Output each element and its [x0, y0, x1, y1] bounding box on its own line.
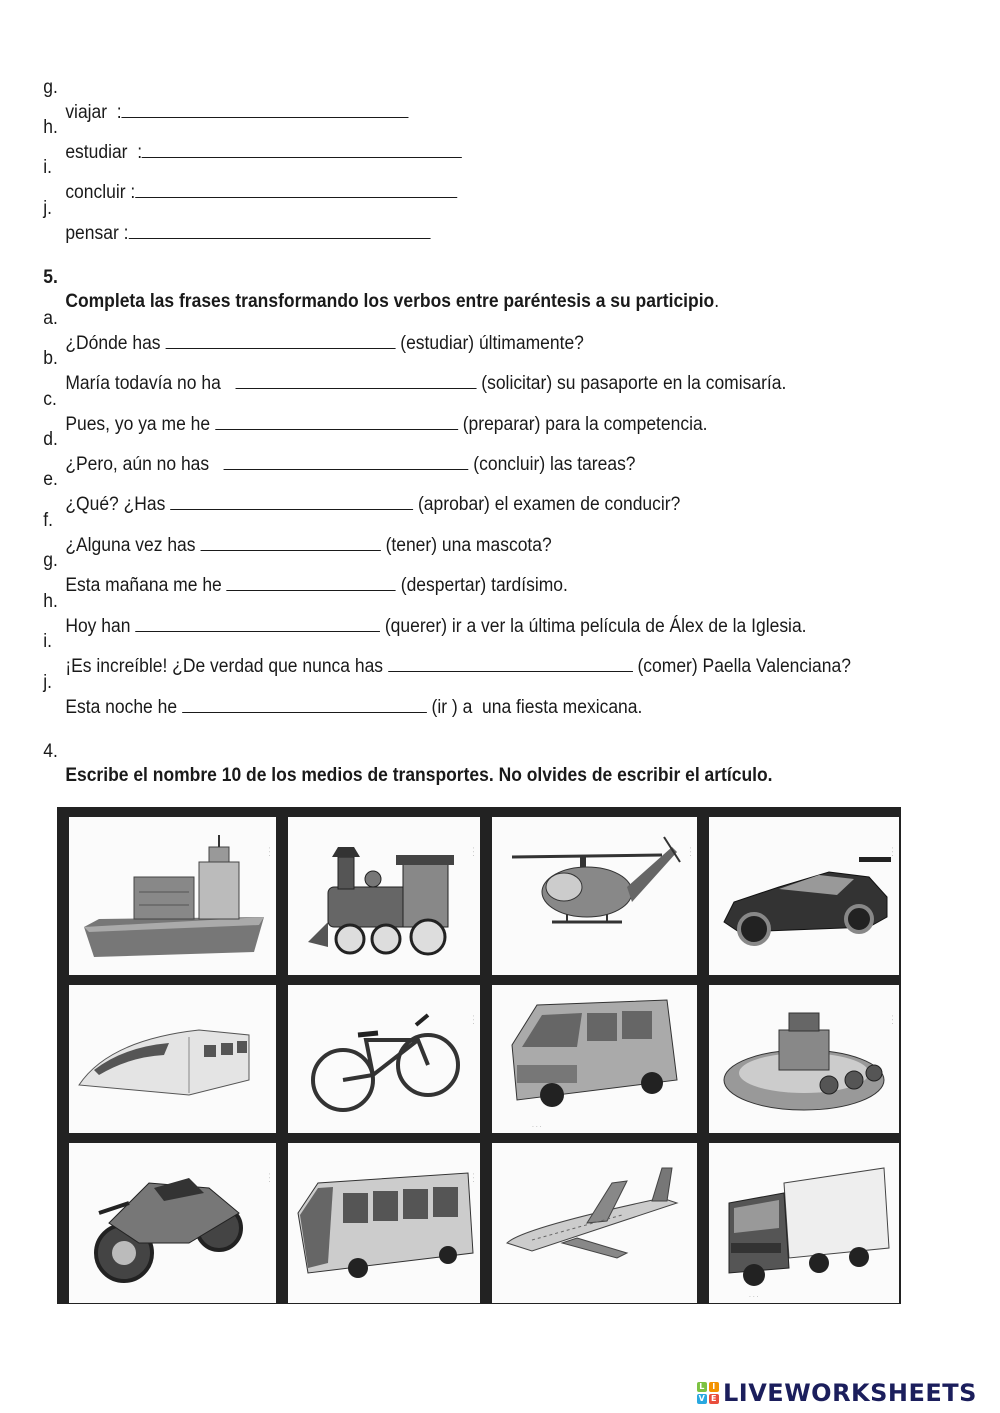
answer-blank[interactable]: [135, 614, 380, 632]
sentence-before: ¿Qué? ¿Has: [65, 494, 171, 515]
sentence-after: (aprobar) el examen de conducir?: [413, 494, 681, 515]
ship-image: [69, 817, 276, 975]
answer-blank[interactable]: [182, 695, 427, 713]
watermark: · · ·: [888, 847, 895, 857]
answer-blank[interactable]: [170, 492, 413, 510]
train-image: [288, 817, 480, 975]
sentence-before: ¿Pero, aún no has: [65, 454, 224, 475]
heading-period: .: [714, 291, 720, 312]
watermark: · · ·: [532, 1124, 542, 1131]
heading-text: Completa las frases transformando los verbos entre paréntesis a su participio: [65, 291, 715, 312]
sentence-after: (tener) una mascota?: [380, 535, 552, 556]
ship-icon: [69, 817, 276, 975]
item-letter: i.: [43, 631, 52, 652]
logo-mark-letter: V: [698, 1394, 706, 1403]
answer-blank[interactable]: [227, 573, 396, 591]
watermark: · · ·: [888, 1015, 895, 1025]
watermark: · · ·: [749, 1294, 759, 1301]
logo-mark-letter: I: [709, 1382, 719, 1392]
item-letter: h.: [43, 591, 58, 612]
item-letter: j.: [43, 672, 52, 693]
heading-text: Escribe el nombre 10 de los medios de transportes. No olvides de escribir el artículo.: [65, 765, 773, 786]
sentence-before: ¿Dónde has: [65, 333, 166, 354]
truck-icon: [709, 1143, 899, 1303]
answer-blank[interactable]: [165, 331, 395, 349]
item-letter: e.: [43, 469, 58, 490]
airplane-icon: [492, 1143, 697, 1303]
bicycle-icon: [288, 985, 480, 1133]
bus-image: [288, 1143, 480, 1303]
item-letter: g.: [43, 550, 58, 571]
sentence-after: (concluir) las tareas?: [468, 454, 636, 475]
item-letter: i.: [43, 157, 52, 178]
sentence-after: (querer) ir a ver la última película de Álex de la Iglesia.: [380, 616, 807, 637]
verb-text: pensar :: [65, 223, 129, 244]
sentence-before: Pues, yo ya me he: [65, 414, 215, 435]
sentence-before: María todavía no ha: [65, 373, 236, 394]
heading-number: 4.: [43, 741, 58, 762]
sentence-after: (estudiar) últimamente?: [395, 333, 584, 354]
watermark: · · ·: [265, 847, 272, 857]
sentence-after: (despertar) tardísimo.: [395, 575, 568, 596]
sentence-after: (ir ) a una fiesta mexicana.: [426, 697, 643, 718]
sentence-before: Hoy han: [65, 616, 136, 637]
item-letter: h.: [43, 117, 58, 138]
answer-blank[interactable]: [128, 221, 430, 239]
van-icon: [492, 985, 697, 1133]
train-icon: [288, 817, 480, 975]
motorcycle-icon: [69, 1143, 276, 1303]
transport-image-grid: [57, 807, 901, 1304]
item-letter: f.: [43, 510, 53, 531]
logo-mark-icon: [697, 1382, 719, 1404]
liveworksheets-logo: [697, 1378, 977, 1408]
motorcycle-image: [69, 1143, 276, 1303]
helicopter-icon: [492, 817, 697, 975]
heading-number: 5.: [43, 267, 58, 288]
logo-text: LIVEWORKSHEETS: [723, 1379, 977, 1407]
sentence-after: (solicitar) su pasaporte en la comisaría.: [476, 373, 787, 394]
item-letter: c.: [43, 389, 57, 410]
bus-icon: [288, 1143, 480, 1303]
watermark: · · ·: [265, 1173, 272, 1183]
watermark: · · ·: [686, 847, 693, 857]
boat-image: [709, 985, 899, 1133]
answer-blank[interactable]: [200, 533, 380, 551]
sentence-after: (preparar) para la competencia.: [457, 414, 708, 435]
sentence-before: Esta mañana me he: [65, 575, 227, 596]
answer-blank[interactable]: [215, 412, 458, 430]
verb-text: estudiar :: [65, 142, 143, 163]
verb-text: viajar :: [65, 102, 122, 123]
logo-mark-letter: E: [709, 1394, 719, 1404]
car-icon: [709, 817, 899, 975]
verb-text: concluir :: [65, 182, 136, 203]
car-image: [709, 817, 899, 975]
item-letter: d.: [43, 429, 58, 450]
bicycle-image: [288, 985, 480, 1133]
answer-blank[interactable]: [122, 100, 409, 118]
bullet-train-image: [69, 985, 276, 1133]
boat-icon: [709, 985, 899, 1133]
answer-blank[interactable]: [135, 180, 457, 198]
truck-image: [709, 1143, 899, 1303]
sentence-before: Esta noche he: [65, 697, 182, 718]
van-image: [492, 985, 697, 1133]
answer-blank[interactable]: [388, 654, 633, 672]
airplane-image: [492, 1143, 697, 1303]
sentence-after: (comer) Paella Valenciana?: [632, 656, 851, 677]
sentence-before: ¿Alguna vez has: [65, 535, 201, 556]
logo-mark-letter: L: [697, 1382, 707, 1392]
item-letter: g.: [43, 77, 58, 98]
item-letter: j.: [43, 198, 52, 219]
watermark: · · ·: [469, 1015, 476, 1025]
watermark: · · ·: [469, 847, 476, 857]
bullet-train-icon: [69, 985, 276, 1133]
item-letter: a.: [43, 308, 58, 329]
answer-blank[interactable]: [142, 140, 462, 158]
helicopter-image: [492, 817, 697, 975]
answer-blank[interactable]: [235, 371, 476, 389]
answer-blank[interactable]: [224, 452, 469, 470]
watermark: · · ·: [469, 1173, 476, 1183]
sentence-before: ¡Es increíble! ¿De verdad que nunca has: [65, 656, 388, 677]
exercise4-heading: [0, 716, 773, 788]
item-letter: b.: [43, 348, 58, 369]
